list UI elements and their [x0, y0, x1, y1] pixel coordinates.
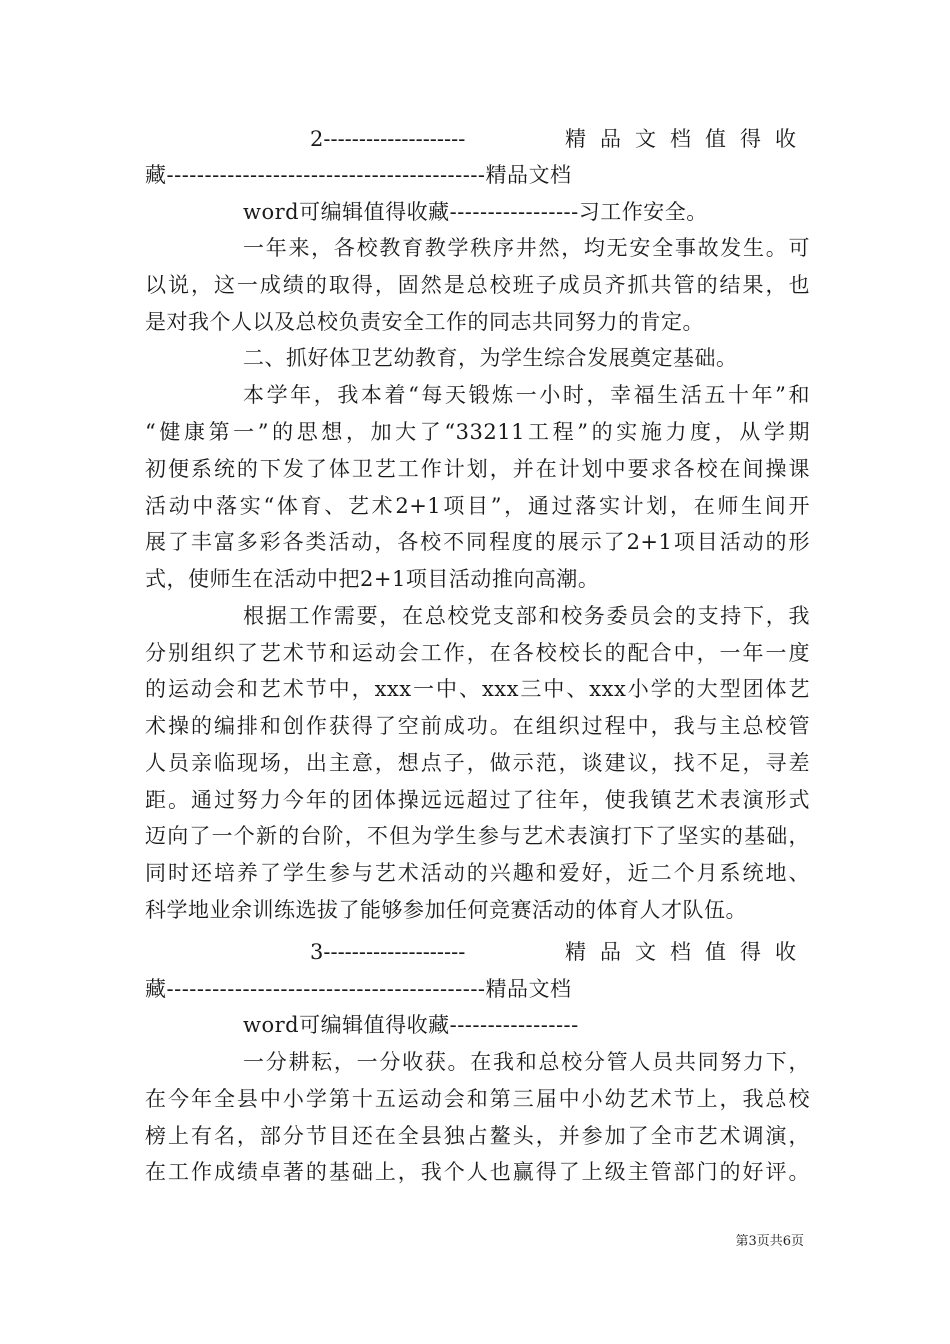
paragraph-2-line: 本学年，我本着“每天锻炼一小时，幸福生活五十年”和 — [243, 383, 810, 407]
paragraph-3-line: 的运动会和艺术节中，xxx一中、xxx三中、xxx小学的大型团体艺 — [145, 677, 810, 701]
paragraph-4-line: 榜上有名，部分节目还在全县独占鳌头，并参加了全市艺术调演， — [145, 1124, 810, 1148]
paragraph-3-line: 术操的编排和创作获得了空前成功。在组织过程中，我与主总校管 — [145, 714, 810, 738]
paragraph-4-line: 一分耕耘，一分收获。在我和总校分管人员共同努力下， — [243, 1050, 810, 1074]
section-heading-2: 二、抓好体卫艺幼教育，为学生综合发展奠定基础。 — [243, 346, 738, 370]
paragraph-3-line: 人员亲临现场，出主意，想点子，做示范，谈建议，找不足，寻差 — [145, 751, 810, 775]
paragraph-3-line: 迈向了一个新的台阶，不但为学生参与艺术表演打下了坚实的基础， — [145, 824, 810, 848]
paragraph-2-line: 初便系统的下发了体卫艺工作计划，并在计划中要求各校在间操课 — [145, 457, 810, 481]
paragraph-1-line: 一年来，各校教育教学秩序井然，均无安全事故发生。可 — [243, 236, 810, 260]
paragraph-3-line: 分别组织了艺术节和运动会工作，在各校校长的配合中，一年一度 — [145, 641, 810, 665]
separator-word-line-1: word可编辑值得收藏-----------------习工作安全。 — [243, 200, 708, 224]
paragraph-3-line: 距。通过努力今年的团体操远远超过了往年，使我镇艺术表演形式 — [145, 788, 810, 812]
separator-page-number-1: 2 — [310, 127, 324, 151]
separator-header-1 — [310, 127, 810, 151]
separator-word-line-2: word可编辑值得收藏----------------- — [243, 1013, 579, 1037]
paragraph-3-line: 根据工作需要，在总校党支部和校务委员会的支持下，我 — [243, 604, 810, 628]
separator-header-2 — [310, 940, 810, 964]
separator-phrase-2: 精品文档值得收 — [565, 940, 810, 964]
separator-tail-2: 藏------------------------------------------精品文档 — [145, 977, 572, 1001]
paragraph-2-line: “健康第一”的思想，加大了“33211工程”的实施力度，从学期 — [145, 420, 810, 444]
separator-dashes-2: -------------------- — [323, 940, 466, 964]
separator-page-number-2: 3 — [310, 940, 324, 964]
paragraph-2-line: 展了丰富多彩各类活动，各校不同程度的展示了2+1项目活动的形 — [145, 530, 810, 554]
paragraph-2-line: 活动中落实“体育、艺术2+1项目”，通过落实计划，在师生间开 — [145, 494, 810, 518]
paragraph-4-line: 在今年全县中小学第十五运动会和第三届中小幼艺术节上，我总校 — [145, 1087, 810, 1111]
separator-phrase-1: 精品文档值得收 — [565, 127, 810, 151]
paragraph-3-line: 同时还培养了学生参与艺术活动的兴趣和爱好，近二个月系统地、 — [145, 861, 810, 885]
paragraph-1-line: 以说，这一成绩的取得，固然是总校班子成员齐抓共管的结果，也 — [145, 273, 810, 297]
paragraph-4-line: 在工作成绩卓著的基础上，我个人也赢得了上级主管部门的好评。 — [145, 1160, 810, 1184]
separator-tail-1: 藏------------------------------------------精品文档 — [145, 163, 572, 187]
paragraph-1-line: 是对我个人以及总校负责安全工作的同志共同努力的肯定。 — [145, 310, 704, 334]
separator-dashes-1: -------------------- — [323, 127, 466, 151]
paragraph-2-line: 式，使师生在活动中把2+1项目活动推向高潮。 — [145, 567, 600, 591]
page-footer: 第3页共6页 — [735, 1234, 804, 1249]
paragraph-3-line: 科学地业余训练选拔了能够参加任何竞赛活动的体育人才队伍。 — [145, 898, 747, 922]
